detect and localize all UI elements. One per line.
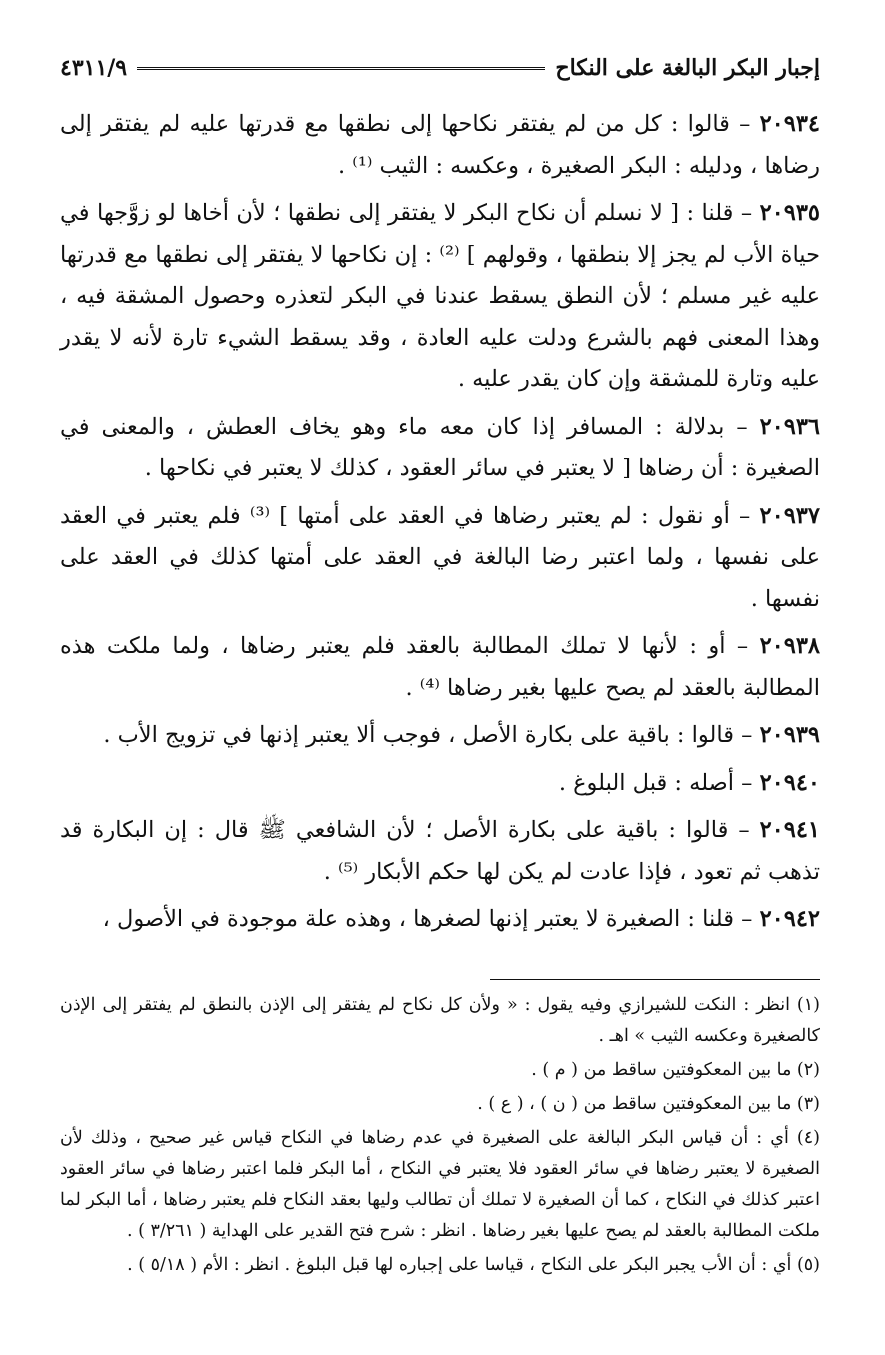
footnote-separator	[490, 979, 820, 980]
paragraph-text: – قلنا : [ لا نسلم أن نكاح البكر لا يفتقر إلى نطقها ؛ لأن أخاها لو زوَّجها في حياة الأب لم يجز إلا بنطقها ، وقولهم ] ⁽²⁾ : إن نكاحها لا يفتقر إلى نطقها مع قدرتها عليه غير مسلم ؛ لأن النطق يسقط عندنا في البكر لتعذره وحصول المشقة فيه ، وهذا المعنى فهم بالشرع ودلت عليه العادة ، وقد يسقط الشيء تارة لأنه لا يقدر عليه وتارة للمشقة وإن كان يقدر عليه .	[60, 200, 820, 392]
paragraph-20934	[60, 104, 820, 187]
paragraph-number: ٢٠٩٤١	[759, 817, 820, 843]
paragraph-number: ٢٠٩٣٧	[759, 502, 820, 529]
footnotes	[60, 990, 820, 1281]
paragraph-20938	[60, 626, 820, 709]
paragraph-number: ٢٠٩٣٨	[759, 633, 820, 659]
paragraph-20935	[60, 193, 820, 401]
book-page	[60, 48, 820, 1284]
footnote-5: (٥) أي : أن الأب يجبر البكر على النكاح ، قياسا على إجباره لها قبل البلوغ . انظر : الأم ( ٥/١٨ ) .	[127, 1254, 820, 1275]
paragraph-number: ٢٠٩٤٢	[759, 906, 820, 932]
paragraph-number: ٢٠٩٣٥	[759, 200, 820, 226]
paragraph-text: – أصله : قبل البلوغ .	[558, 769, 760, 796]
paragraph-text: – أو نقول : لم يعتبر رضاها في العقد على أمتها ] ⁽³⁾ فلم يعتبر في العقد على نفسها ، ولما اعتبر رضا البالغة في العقد على أمتها كذلك في العقد على نفسها .	[60, 502, 820, 612]
paragraph-number: ٢٠٩٣٦	[759, 413, 820, 440]
paragraph-20940	[60, 763, 820, 805]
paragraph-number: ٢٠٩٤٠	[759, 769, 820, 796]
paragraph-number: ٢٠٩٣٩	[759, 722, 820, 748]
footnote-3: (٣) ما بين المعكوفتين ساقط من ( ن ) ، ( ع ) .	[477, 1093, 820, 1114]
page-header	[60, 48, 820, 88]
paragraph-20937	[60, 496, 820, 621]
paragraph-text: – بدلالة : المسافر إذا كان معه ماء وهو يخاف العطش ، والمعنى في الصغيرة : أن رضاها [ لا يعتبر في سائر العقود ، كذلك لا يعتبر في نكاحها .	[60, 413, 820, 481]
page-number: ٤٣١١/٩	[60, 55, 128, 81]
main-text	[60, 104, 820, 941]
paragraph-20939	[60, 715, 820, 757]
footnote-4: (٤) أي : أن قياس البكر البالغة على الصغيرة في عدم رضاها في النكاح قياس غير صحيح ، وذلك لأن الصغيرة لا يعتبر رضاها في سائر العقود فلا يعتبر في النكاح ، أما البكر فلما اعتبر رضاها في سائر العقود اعتبر كذلك في النكاح ، كما أن الصغيرة لا تملك أن تطالب وليها بعقد النكاح فلم يعتبر رضاها ، أما البكر لما ملكت المطالبة بالعقد لم يصح عليها بغير رضاها . انظر : شرح فتح القدير على الهداية ( ٣/٢٦١ ) .	[60, 1127, 820, 1241]
paragraph-text: – قلنا : الصغيرة لا يعتبر إذنها لصغرها ، وهذه علة موجودة في الأصول ،	[102, 906, 760, 932]
paragraph-text: – أو : لأنها لا تملك المطالبة بالعقد فلم يعتبر رضاها ، ولما ملكت هذه المطالبة بالعقد لم يصح عليها بغير رضاها ⁽⁴⁾ .	[60, 633, 820, 701]
paragraph-text: – قالوا : كل من لم يفتقر نكاحها إلى نطقها مع قدرتها عليه لم يفتقر إلى رضاها ، ودليله : البكر الصغيرة ، وعكسه : الثيب ⁽¹⁾ .	[60, 111, 820, 179]
paragraph-20936	[60, 407, 820, 490]
paragraph-20942	[60, 899, 820, 941]
paragraph-number: ٢٠٩٣٤	[759, 111, 820, 137]
footnote-2: (٢) ما بين المعكوفتين ساقط من ( م ) .	[531, 1059, 820, 1080]
paragraph-text: – قالوا : باقية على بكارة الأصل ؛ لأن الشافعي ﷺ قال : إن البكارة قد تذهب ثم تعود ، فإذا عادت لم يكن لها حكم الأبكار ⁽⁵⁾ .	[60, 817, 820, 885]
footnote-1: (١) انظر : النكت للشيرازي وفيه يقول : « ولأن كل نكاح لم يفتقر إلى الإذن بالنطق لم يفتقر إلى الإذن كالصغيرة وعكسه الثيب » اهـ .	[60, 994, 820, 1046]
running-title: إجبار البكر البالغة على النكاح	[555, 55, 820, 81]
paragraph-text: – قالوا : باقية على بكارة الأصل ، فوجب ألا يعتبر إذنها في تزويج الأب .	[103, 722, 760, 748]
header-rule	[137, 67, 545, 70]
paragraph-20941	[60, 810, 820, 893]
